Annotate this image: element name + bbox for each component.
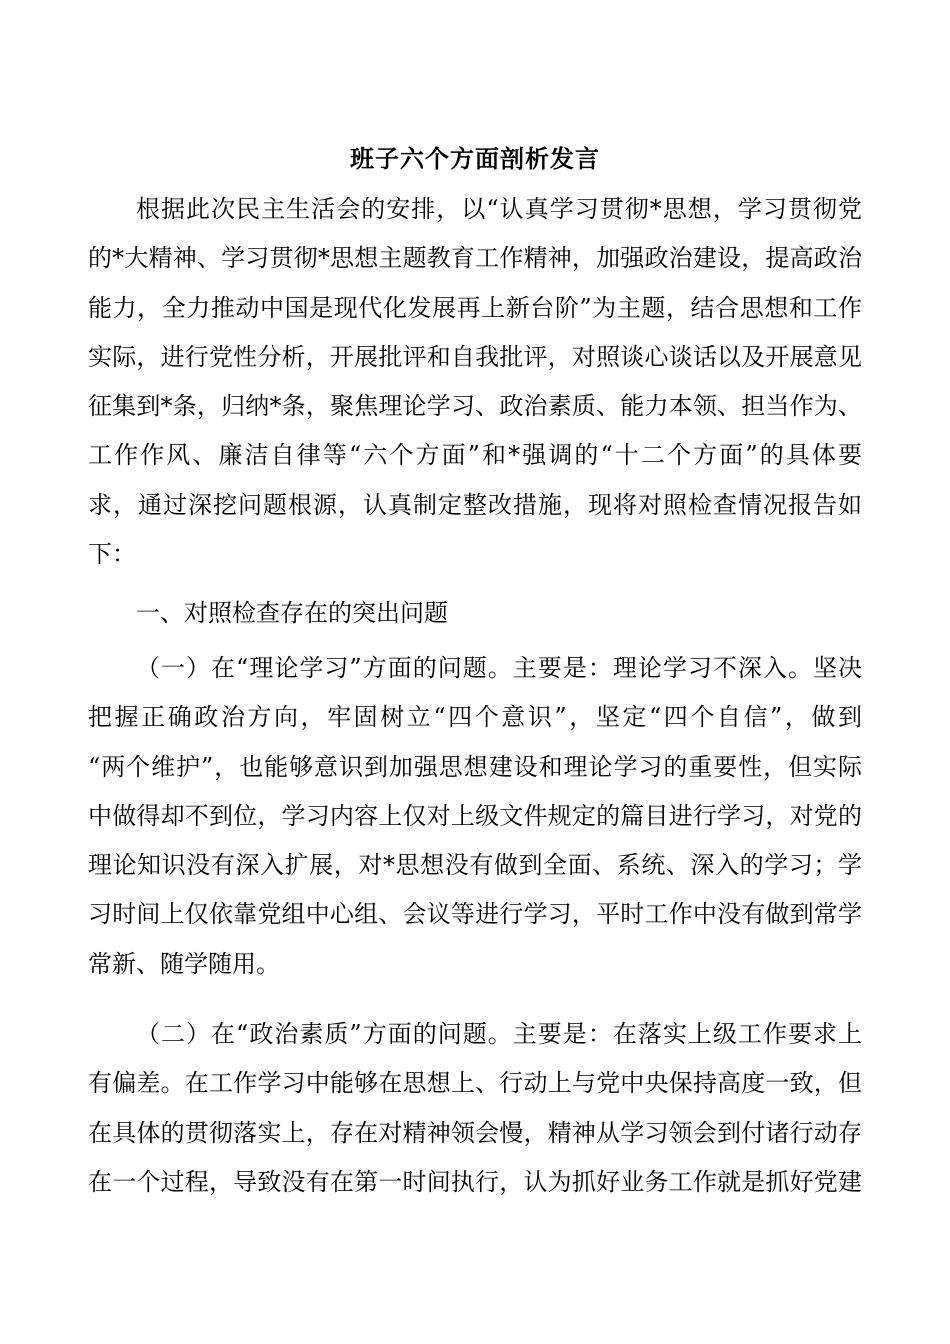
paragraph-line: 习时间上仅依靠党组中心组、会议等进行学习，平时工作中没有做到常学 bbox=[88, 900, 862, 929]
intro-paragraph bbox=[88, 185, 862, 579]
paragraph-line: 把握正确政治方向，牢固树立“四个意识”，坚定“四个自信”，做到 bbox=[88, 703, 862, 732]
paragraph-line: 在具体的贯彻落实上，存在对精神领会慢，精神从学习领会到付诸行动存 bbox=[88, 1118, 862, 1147]
paragraph-line: 实际，进行党性分析，开展批评和自我批评，对照谈心谈话以及开展意见 bbox=[88, 342, 862, 371]
paragraph-line: 根据此次民主生活会的安排，以“认真学习贯彻*思想，学习贯彻党 bbox=[136, 195, 862, 223]
paragraph-line: 有偏差。在工作学习中能够在思想上、行动上与党中央保持高度一致，但 bbox=[88, 1069, 862, 1098]
paragraph-line: 的*大精神、学习贯彻*思想主题教育工作精神，加强政治建设，提高政治 bbox=[88, 244, 862, 273]
paragraph-line: 在一个过程，导致没有在第一时间执行，认为抓好业务工作就是抓好党建 bbox=[88, 1167, 862, 1196]
paragraph-line: 常新、随学随用。 bbox=[88, 949, 280, 978]
item1-paragraph bbox=[88, 644, 862, 989]
paragraph-line: 工作作风、廉洁自律等“六个方面”和*强调的“十二个方面”的具体要 bbox=[88, 441, 862, 470]
paragraph-line: “两个维护”，也能够意识到加强思想建设和理论学习的重要性，但实际 bbox=[88, 752, 862, 781]
item2-paragraph bbox=[88, 1010, 862, 1207]
section-heading: 一、对照检查存在的突出问题 bbox=[136, 599, 448, 627]
paragraph-line: 理论知识没有深入扩展，对*思想没有做到全面、系统、深入的学习；学 bbox=[88, 851, 862, 880]
paragraph-line: 下： bbox=[88, 540, 136, 569]
document-title: 班子六个方面剖析发言 bbox=[350, 144, 600, 173]
paragraph-line: 中做得却不到位，学习内容上仅对上级文件规定的篇目进行学习，对党的 bbox=[88, 801, 862, 830]
paragraph-line: （二）在“政治素质”方面的问题。主要是：在落实上级工作要求上 bbox=[136, 1020, 862, 1048]
paragraph-line: 求，通过深挖问题根源，认真制定整改措施，现将对照检查情况报告如 bbox=[88, 490, 862, 519]
paragraph-line: 能力，全力推动中国是现代化发展再上新台阶”为主题，结合思想和工作 bbox=[88, 293, 862, 322]
paragraph-line: （一）在“理论学习”方面的问题。主要是：理论学习不深入。坚决 bbox=[136, 654, 862, 682]
paragraph-line: 征集到*条，归纳*条，聚焦理论学习、政治素质、能力本领、担当作为、 bbox=[88, 392, 862, 421]
